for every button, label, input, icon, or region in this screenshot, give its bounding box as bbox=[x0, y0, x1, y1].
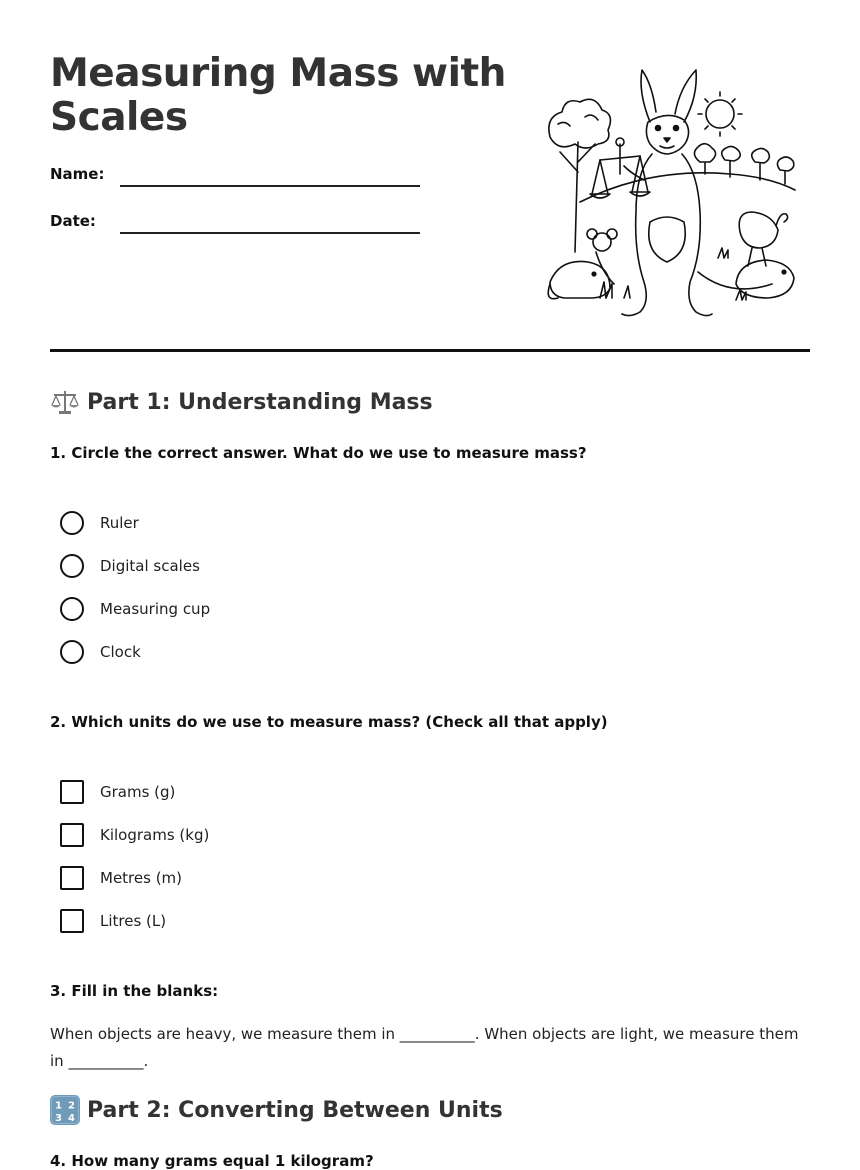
date-field[interactable] bbox=[50, 212, 430, 242]
part1-heading-text: Part 1: Understanding Mass bbox=[87, 389, 433, 415]
question-4: 4. How many grams equal 1 kilogram? bbox=[50, 1152, 374, 1170]
part2-heading bbox=[50, 1095, 503, 1125]
svg-text:1: 1 bbox=[55, 1100, 62, 1112]
q2-option-kilograms[interactable] bbox=[60, 823, 209, 847]
name-write-line[interactable] bbox=[120, 185, 420, 187]
emu-icon bbox=[739, 212, 787, 266]
tree-icon bbox=[549, 99, 611, 252]
checkbox[interactable] bbox=[60, 909, 84, 933]
koala-icon bbox=[587, 229, 617, 284]
svg-text:3: 3 bbox=[55, 1113, 62, 1124]
q2-option-grams[interactable] bbox=[60, 780, 175, 804]
checkbox[interactable] bbox=[60, 780, 84, 804]
option-label: Measuring cup bbox=[100, 600, 211, 618]
radio-circle[interactable] bbox=[60, 554, 84, 578]
numbers-1234-icon bbox=[50, 1095, 80, 1125]
q1-option-measuring-cup[interactable] bbox=[60, 597, 210, 621]
wombat-icon bbox=[736, 260, 794, 298]
radio-circle[interactable] bbox=[60, 640, 84, 664]
svg-text:2: 2 bbox=[68, 1100, 75, 1112]
option-label: Grams (g) bbox=[100, 783, 176, 801]
option-label: Digital scales bbox=[100, 557, 200, 575]
header-divider bbox=[50, 349, 810, 352]
option-label: Kilograms (kg) bbox=[100, 826, 210, 844]
part2-heading-text: Part 2: Converting Between Units bbox=[87, 1097, 503, 1123]
radio-circle[interactable] bbox=[60, 597, 84, 621]
date-label: Date: bbox=[50, 212, 96, 230]
svg-text:4: 4 bbox=[68, 1113, 75, 1124]
question-3: 3. Fill in the blanks: bbox=[50, 982, 219, 1000]
balance-scale-icon bbox=[590, 138, 650, 198]
date-write-line[interactable] bbox=[120, 232, 420, 234]
option-label: Metres (m) bbox=[100, 869, 183, 887]
sun-icon bbox=[698, 92, 742, 136]
question-2: 2. Which units do we use to measure mass? (Check all that apply) bbox=[50, 713, 608, 731]
q2-option-metres[interactable] bbox=[60, 866, 182, 890]
kangaroo-scale-illustration bbox=[540, 62, 800, 324]
question-1: 1. Circle the correct answer. What do we use to measure mass? bbox=[50, 444, 587, 462]
q1-option-clock[interactable] bbox=[60, 640, 141, 664]
part1-heading bbox=[50, 387, 433, 417]
q1-option-ruler[interactable] bbox=[60, 511, 139, 535]
q1-option-digital-scales[interactable] bbox=[60, 554, 200, 578]
name-label: Name: bbox=[50, 165, 105, 183]
balance-scale-icon bbox=[50, 387, 80, 417]
option-label: Ruler bbox=[100, 514, 139, 532]
radio-circle[interactable] bbox=[60, 511, 84, 535]
option-label: Litres (L) bbox=[100, 912, 167, 930]
name-field[interactable] bbox=[50, 165, 430, 195]
checkbox[interactable] bbox=[60, 823, 84, 847]
distant-trees-icon bbox=[694, 144, 793, 184]
checkbox[interactable] bbox=[60, 866, 84, 890]
option-label: Clock bbox=[100, 643, 141, 661]
q2-option-litres[interactable] bbox=[60, 909, 166, 933]
worksheet-title: Measuring Mass with Scales bbox=[50, 51, 506, 140]
fill-in-blanks-sentence[interactable]: When objects are heavy, we measure them in __________. When objects are light, we measure them in __________. bbox=[50, 1025, 799, 1070]
